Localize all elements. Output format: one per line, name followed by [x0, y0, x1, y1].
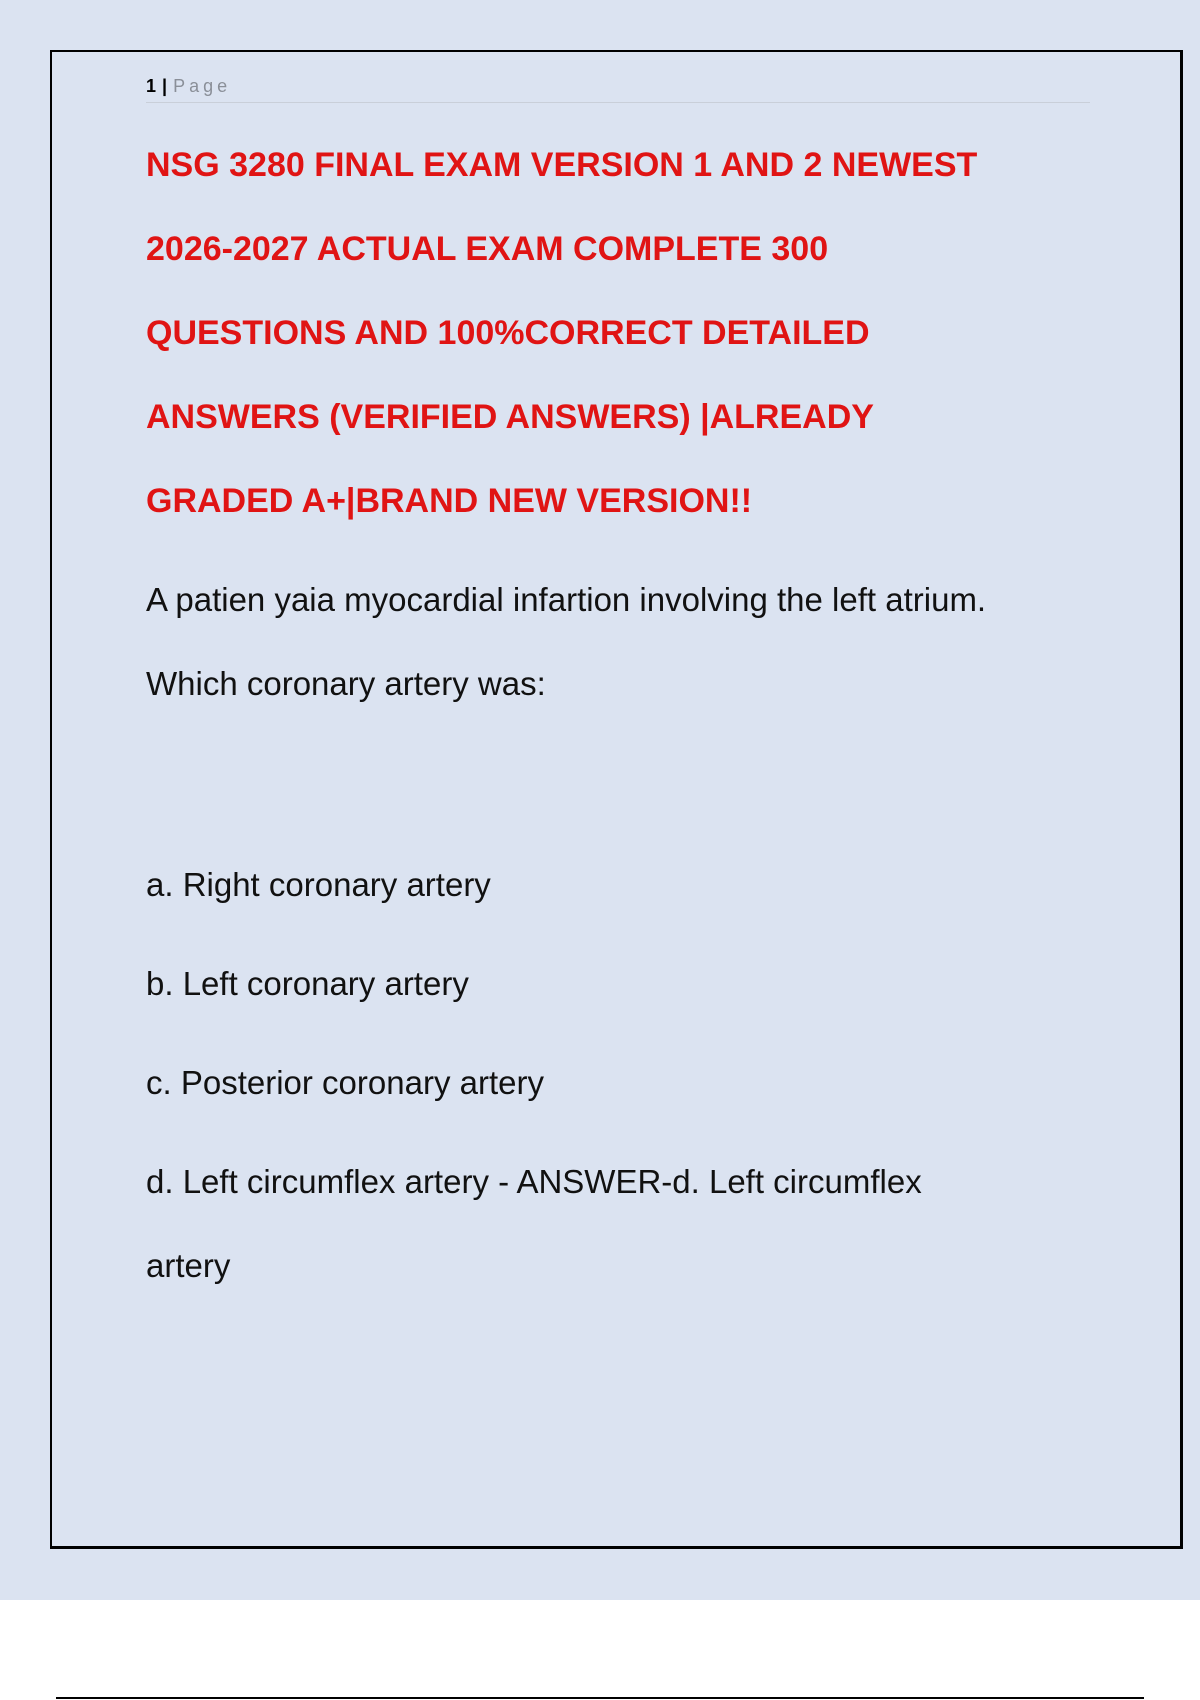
document-title: [146, 140, 1096, 560]
page-separator: |: [162, 76, 168, 96]
title-line: NSG 3280 FINAL EXAM VERSION 1 AND 2 NEWEST: [146, 146, 978, 184]
option-a: a. Right coronary artery: [146, 866, 491, 903]
page-header: [146, 74, 1090, 103]
title-line: QUESTIONS AND 100%CORRECT DETAILED: [146, 314, 870, 352]
page-number: 1: [146, 76, 157, 96]
title-line: ANSWERS (VERIFIED ANSWERS) |ALREADY: [146, 398, 874, 436]
option-d-continuation: artery: [146, 1247, 231, 1284]
answer-options: [146, 860, 1096, 1325]
question-line: Which coronary artery was:: [146, 665, 546, 702]
question-line: A patien yaia myocardial infartion involving the left atrium.: [146, 581, 987, 618]
option-d-with-answer: d. Left circumflex artery - ANSWER-d. Left circumflex: [146, 1163, 922, 1200]
next-page-rule: [56, 1697, 1144, 1699]
page-label: Page: [173, 76, 232, 96]
question-text: [146, 575, 1096, 743]
title-line: GRADED A+|BRAND NEW VERSION!!: [146, 482, 753, 520]
option-b: b. Left coronary artery: [146, 965, 469, 1002]
option-c: c. Posterior coronary artery: [146, 1064, 544, 1101]
title-line: 2026-2027 ACTUAL EXAM COMPLETE 300: [146, 230, 829, 268]
